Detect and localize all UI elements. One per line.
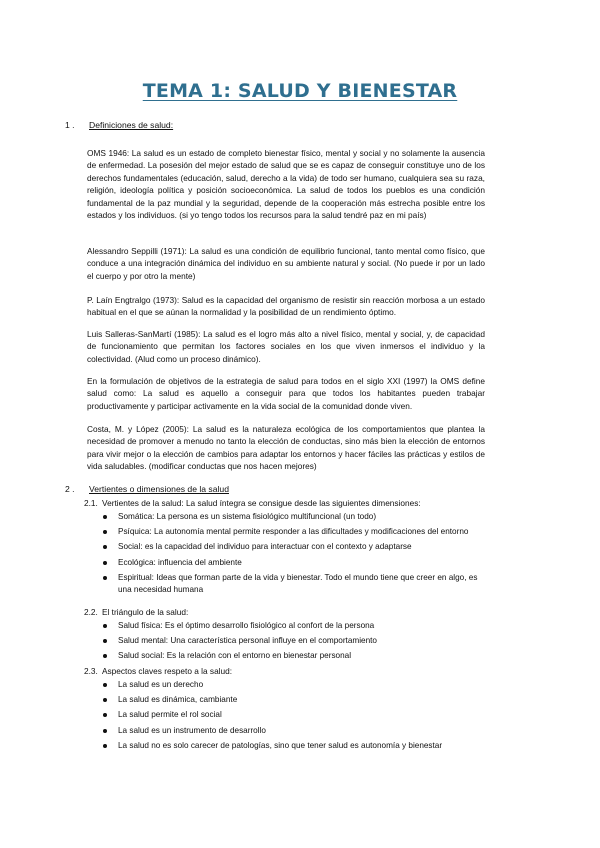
subsection-2-1-number: 2.1. <box>84 498 98 508</box>
subsection-2-3-number: 2.3. <box>84 666 98 676</box>
definition-oms-1946: OMS 1946: La salud es un estado de completo bienestar físico, mental y social y no solamente la ausencia de enfermedad. La posesión del mejor estado de salud que se es capaz de conseguir constituye uno de los derechos fundamentales (educación, salud, derecho a la vida) de todo ser humano, cualquiera sea su raza, religión, ideología política y posición socioeconómica. La salud de todos los pueblos es una condición fundamental de la paz mundial y la seguridad, depende de la cooperación más estrecha posible entre los estados y los individuos. (si yo tengo todos los recursos para la salud tendré paz en mi país) <box>87 148 485 221</box>
document-title: TEMA 1: SALUD Y BIENESTAR <box>142 80 458 102</box>
subsection-2-1 <box>84 497 421 509</box>
section-1-heading <box>65 119 173 131</box>
subsection-2-1-text: Vertientes de la salud: La salud íntegra se consigue desde las siguientes dimensiones: <box>102 498 421 508</box>
list-item: La salud es un instrumento de desarrollo <box>103 725 493 737</box>
definition-lain-entralgo: P. Laín Engtralgo (1973): Salud es la capacidad del organismo de resistir sin reacción morbosa a un estado habitual en el que se aúnan la normalidad y la posibilidad de un rendimiento óptimo. <box>87 295 485 318</box>
bullet-icon <box>103 561 107 565</box>
bullet-icon <box>103 545 107 549</box>
definition-oms-1997: En la formulación de objetivos de la estrategia de salud para todos en el siglo XXI (1997) la OMS define salud como: La salud es aquello a conseguir para que todos los habitantes pueden trabajar productivamente y participar activamente en la vida social de la comunidad donde viven. <box>87 376 485 411</box>
bullet-icon <box>103 683 107 687</box>
bullet-icon <box>103 639 107 643</box>
subsection-2-2-text: El triángulo de la salud: <box>102 607 189 617</box>
subsection-2-2-number: 2.2. <box>84 607 98 617</box>
key-aspects-list <box>103 679 493 755</box>
dimensions-list <box>103 511 493 599</box>
list-item: La salud es un derecho <box>103 679 493 691</box>
list-item: La salud es dinámica, cambiante <box>103 694 493 706</box>
bullet-icon <box>103 624 107 628</box>
list-item: Salud física: Es el óptimo desarrollo fisiológico al confort de la persona <box>103 620 493 632</box>
bullet-icon <box>103 530 107 534</box>
list-item: Salud mental: Una característica personal influye en el comportamiento <box>103 635 493 647</box>
bullet-icon <box>103 654 107 658</box>
section-1-title: Definiciones de salud: <box>89 120 174 130</box>
bullet-icon <box>103 698 107 702</box>
section-2-number: 2 . <box>65 484 75 494</box>
list-item: Ecológica: influencia del ambiente <box>103 557 493 569</box>
definition-seppilli: Alessandro Seppilli (1971): La salud es una condición de equilibrio funcional, tanto mental como físico, que conduce a una integración dinámica del individuo en su ambiente natural y social. (No puede ir por un lado el cuerpo y por otro la mente) <box>87 246 485 281</box>
bullet-icon <box>103 713 107 717</box>
list-item: Social: es la capacidad del individuo para interactuar con el contexto y adaptarse <box>103 541 493 553</box>
definition-salleras: Luis Salleras-SanMartí (1985): La salud es el logro más alto a nivel físico, mental y social, y, de capacidad de funcionamiento que permitan los factores sociales en los que viven inmersos el individuo y la colectividad. (Alud como un proceso dinámico). <box>87 329 485 364</box>
section-2-heading <box>65 483 229 495</box>
bullet-icon <box>103 515 107 519</box>
list-item: La salud permite el rol social <box>103 709 493 721</box>
list-item: Espiritual: Ideas que forman parte de la vida y bienestar. Todo el mundo tiene que creer en algo, es una necesidad humana <box>103 572 493 596</box>
list-item: Somática: La persona es un sistema fisiológico multifuncional (un todo) <box>103 511 493 523</box>
bullet-icon <box>103 576 107 580</box>
health-triangle-list <box>103 620 493 666</box>
bullet-icon <box>103 729 107 733</box>
subsection-2-3 <box>84 665 232 677</box>
list-item: Psíquica: La autonomía mental permite responder a las dificultades y modificaciones del entorno <box>103 526 493 538</box>
definition-costa-lopez: Costa, M. y López (2005): La salud es la naturaleza ecológica de los comportamientos que plantea la necesidad de promover a menudo no tanto la elección de conductas, sino más bien la elección de entornos para vivir mejor o la elección de cambios para adaptar los entornos y hacer fáciles las prácticas y estilos de vida saludables. (modificar conductas que nos hacen mejores) <box>87 424 485 472</box>
subsection-2-3-text: Aspectos claves respeto a la salud: <box>102 666 233 676</box>
list-item: La salud no es solo carecer de patologías, sino que tener salud es autonomía y bienestar <box>103 740 493 752</box>
section-2-title: Vertientes o dimensiones de la salud <box>89 484 229 494</box>
section-1-number: 1 . <box>65 120 75 130</box>
bullet-icon <box>103 744 107 748</box>
subsection-2-2 <box>84 606 188 618</box>
list-item: Salud social: Es la relación con el entorno en bienestar personal <box>103 650 493 662</box>
